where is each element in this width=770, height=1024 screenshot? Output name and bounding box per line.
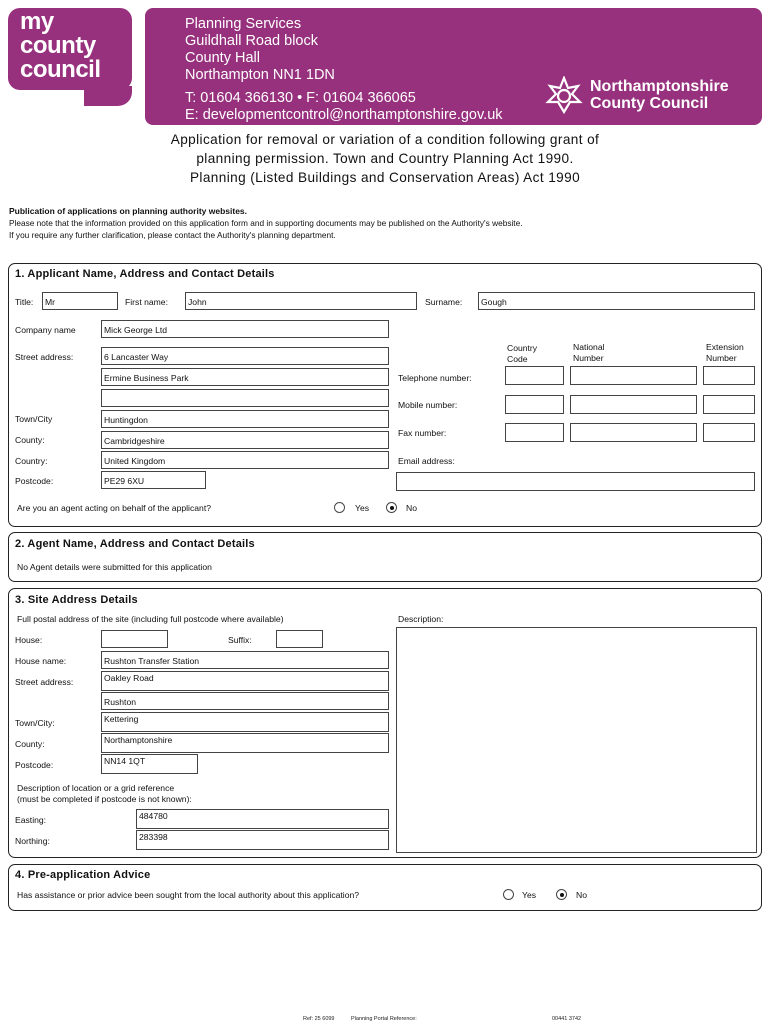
section-agent [8,532,762,582]
site-street-label: Street address: [15,677,74,687]
house-label: House: [15,635,43,645]
mobile-country-code[interactable] [505,395,564,414]
easting-field[interactable]: 484780 [136,809,389,829]
street-address-line-3[interactable] [101,389,389,407]
surname-label: Surname: [425,297,463,307]
email-line: E: developmentcontrol@northamptonshire.gov.uk [185,107,503,123]
company-label: Company name [15,325,76,335]
first-name-field[interactable]: John [185,292,417,310]
form-title: Application for removal or variation of a condition following grant of planning permission. Town and Country Planning Act 1990. Planning (Listed Buildings and Conservation Areas) Act 1990 [170,132,600,185]
section-4-title: 4. Pre-application Advice [15,869,151,881]
title-label: Title: [15,297,34,307]
council-name: Northamptonshire County Council [590,78,729,112]
site-town-field[interactable]: Kettering [101,712,389,732]
site-street-line-2[interactable]: Rushton [101,692,389,710]
agent-no-label: No [406,503,417,513]
northing-field[interactable]: 283398 [136,830,389,850]
postcode-field[interactable]: PE29 6XU [101,471,206,489]
telephone-national-number[interactable] [570,366,697,385]
address-line-4: Northampton NN1 1DN [185,67,335,83]
site-postcode-label: Postcode: [15,760,54,770]
site-address-intro: Full postal address of the site (including full postcode where available) [17,614,284,624]
surname-field[interactable]: Gough [478,292,755,310]
street-address-line-1[interactable]: 6 Lancaster Way [101,347,389,365]
phone-line: T: 01604 366130 • F: 01604 366065 [185,90,416,106]
email-field[interactable] [396,472,755,491]
town-label: Town/City [15,414,53,424]
contact-address [185,16,503,124]
company-field[interactable]: Mick George Ltd [101,320,389,338]
country-field[interactable]: United Kingdom [101,451,389,469]
fax-country-code[interactable] [505,423,564,442]
fax-extension[interactable] [703,423,755,442]
logo-text: my county council [20,8,101,83]
county-field[interactable]: Cambridgeshire [101,431,389,449]
agent-no-radio[interactable] [386,502,397,513]
address-line-2: Guildhall Road block [185,33,318,49]
address-line-1: Planning Services [185,16,302,32]
section-pre-application [8,864,762,911]
fax-label: Fax number: [398,428,447,438]
location-description: Description of location or a grid reference (must be completed if postcode is not known): [17,783,192,804]
pre-application-question: Has assistance or prior advice been sought from the local authority about this application? [17,890,360,900]
house-name-label: House name: [15,656,67,666]
site-street-line-1[interactable]: Oakley Road [101,671,389,691]
telephone-label: Telephone number: [398,373,472,383]
email-label: Email address: [398,456,455,466]
extension-number-header: Extension Number [706,342,744,363]
title-field[interactable]: Mr [42,292,118,310]
advice-yes-label: Yes [522,890,537,900]
advice-yes-radio[interactable] [503,889,514,900]
site-postcode-field[interactable]: NN14 1QT [101,754,198,774]
publication-notice: Publication of applications on planning authority websites. Please note that the information provided on this application form and in supporting documents may be published on the Authority's website. If you require any further clarification, please contact the Authority's planning department. [9,206,523,240]
portal-reference-value: 00441 3742 [552,1016,582,1022]
suffix-field[interactable] [276,630,323,648]
section-3-title: 3. Site Address Details [15,594,138,606]
section-1-title: 1. Applicant Name, Address and Contact Details [15,268,275,280]
suffix-label: Suffix: [228,635,252,645]
advice-no-label: No [576,890,587,900]
first-name-label: First name: [125,297,168,307]
house-name-field[interactable]: Rushton Transfer Station [101,651,389,669]
street-address-line-2[interactable]: Ermine Business Park [101,368,389,386]
site-town-label: Town/City: [15,718,55,728]
mobile-extension[interactable] [703,395,755,414]
mobile-label: Mobile number: [398,400,458,410]
mobile-national-number[interactable] [570,395,697,414]
address-line-3: County Hall [185,50,260,66]
agent-yes-radio[interactable] [334,502,345,513]
fax-national-number[interactable] [570,423,697,442]
description-field[interactable] [396,627,757,853]
street-address-label: Street address: [15,352,74,362]
postcode-label: Postcode: [15,476,54,486]
country-label: Country: [15,456,48,466]
national-number-header: National Number [573,342,605,363]
northamptonshire-rose-icon [544,76,584,116]
house-field[interactable] [101,630,168,648]
section-2-title: 2. Agent Name, Address and Contact Details [15,538,255,550]
logo-speech-tail [84,86,132,106]
site-county-label: County: [15,739,45,749]
northing-label: Northing: [15,836,50,846]
country-code-header: Country Code [507,343,538,364]
telephone-extension[interactable] [703,366,755,385]
easting-label: Easting: [15,815,47,825]
agent-question: Are you an agent acting on behalf of the applicant? [17,503,211,513]
agent-yes-label: Yes [355,503,370,513]
town-field[interactable]: Huntingdon [101,410,389,428]
footer-ref: Ref: 25 6099 [303,1016,335,1022]
no-agent-text: No Agent details were submitted for this application [17,562,212,572]
telephone-country-code[interactable] [505,366,564,385]
site-county-field[interactable]: Northamptonshire [101,733,389,753]
portal-reference-label: Planning Portal Reference: [351,1016,417,1022]
description-label: Description: [398,614,444,624]
advice-no-radio[interactable] [556,889,567,900]
county-label: County: [15,435,45,445]
